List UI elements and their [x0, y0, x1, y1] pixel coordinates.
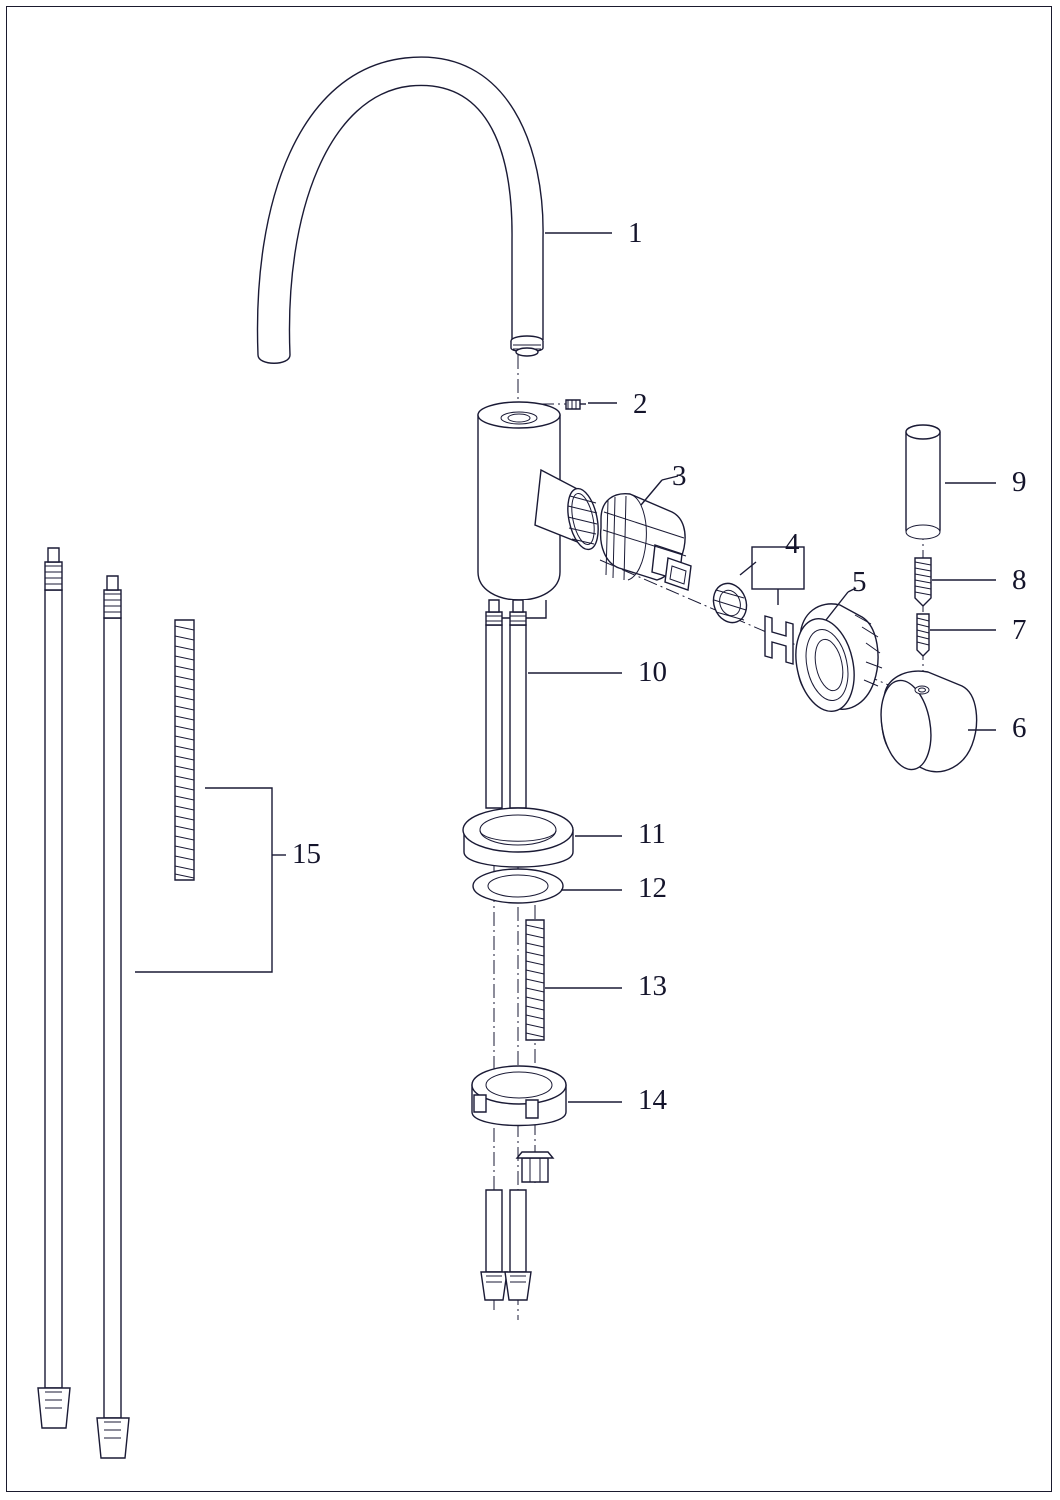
callout-7: 7: [1012, 614, 1027, 646]
callout-2: 2: [633, 388, 648, 420]
callout-5: 5: [852, 566, 867, 598]
callout-8: 8: [1012, 564, 1027, 596]
callout-6: 6: [1012, 712, 1027, 744]
part-long-screw: [915, 558, 996, 606]
callout-3: 3: [672, 460, 687, 492]
part-valve-body: [478, 402, 603, 618]
callout-1: 1: [628, 217, 643, 249]
part-threaded-stud: [526, 920, 622, 1040]
part-washer: [473, 869, 622, 903]
part-flexible-hoses: [38, 548, 286, 1458]
part-cap-ring: [788, 588, 882, 717]
callout-13: 13: [638, 970, 667, 1002]
callout-10: 10: [638, 656, 667, 688]
part-supply-hoses: [481, 600, 622, 1300]
callout-4: 4: [785, 528, 800, 560]
callout-12: 12: [638, 872, 667, 904]
part-plug-pin: [906, 425, 996, 539]
part-handle-lever: [875, 671, 996, 773]
callout-11: 11: [638, 818, 666, 850]
callout-14: 14: [638, 1084, 667, 1116]
part-spout: [258, 57, 544, 363]
part-base-gasket: [463, 808, 622, 867]
part-short-screw: [917, 614, 996, 656]
part-retaining-clip: [708, 547, 804, 664]
callout-15: 15: [292, 838, 321, 870]
callout-9: 9: [1012, 466, 1027, 498]
part-cartridge: [601, 494, 691, 590]
